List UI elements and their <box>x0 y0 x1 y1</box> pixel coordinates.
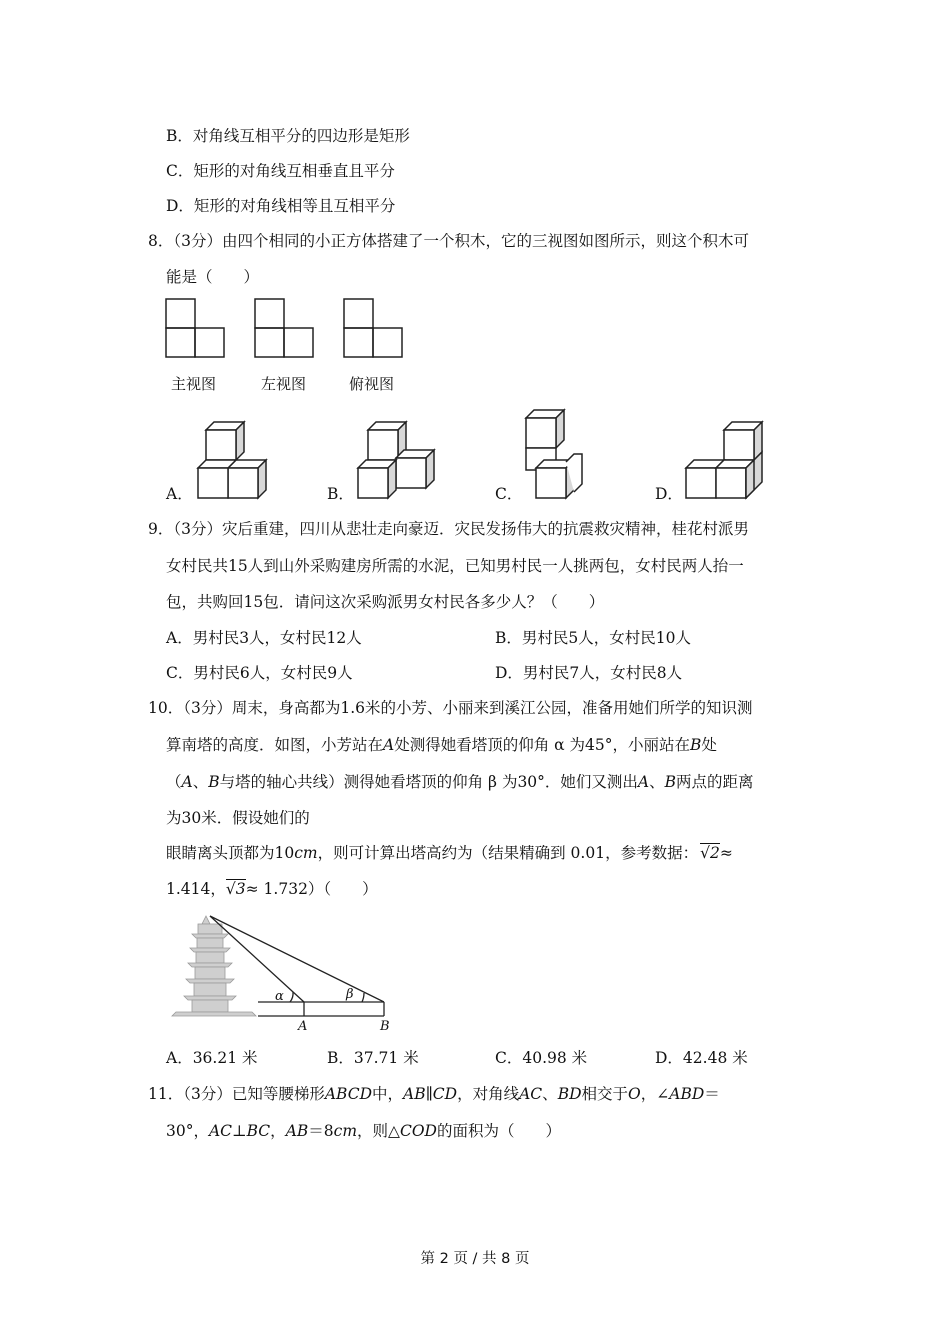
q8-left-view <box>254 298 316 360</box>
q9-option-b: B．男村民5人，女村民10人 <box>495 629 691 647</box>
q8-option-d-figure <box>684 418 768 500</box>
q8-option-b-figure <box>356 418 440 500</box>
q8-option-c-label: C． <box>495 485 523 503</box>
q10-tower-figure <box>166 912 396 1034</box>
q9-option-d: D．男村民7人，女村民8人 <box>495 664 683 682</box>
q8-option-a-figure <box>196 418 272 500</box>
q8-top-view-label: 俯视图 <box>349 375 395 393</box>
q9-stem-line2: 女村民共15人到山外采购建房所需的水泥，已知男村民一人挑两包，女村民两人抬一 <box>166 557 744 575</box>
q8-option-b-label: B． <box>327 485 354 503</box>
page-footer: 第 2 页 / 共 8 页 <box>420 1251 530 1267</box>
q8-front-view-label: 主视图 <box>171 375 217 393</box>
q10-stem-line6: 1.414，√3≈ 1.732）（ ） <box>166 880 378 898</box>
q11-stem-line1: 11．（3分）已知等腰梯形ABCD中，AB∥CD，对角线AC、BD相交于O，∠ABD＝ <box>148 1085 720 1103</box>
q8-front-view <box>165 298 227 360</box>
q8-option-a-label: A． <box>166 485 193 503</box>
q8-option-c-figure <box>524 406 590 500</box>
q7-option-b: B．对角线互相平分的四边形是矩形 <box>166 127 410 145</box>
q8-option-d-label: D． <box>655 485 683 503</box>
q10-stem-line2: 算南塔的高度．如图，小芳站在A处测得她看塔顶的仰角 α 为45°，小丽站在B处 <box>166 736 717 754</box>
q8-top-view <box>343 298 405 360</box>
q10-fig-alpha: α <box>275 989 284 1004</box>
q10-fig-point-a: A <box>298 1019 308 1034</box>
q10-stem-line4: 为30米．假设她们的 <box>166 809 310 827</box>
q8-left-view-label: 左视图 <box>261 375 307 393</box>
q10-option-d: D．42.48 米 <box>655 1049 748 1067</box>
q10-fig-point-b: B <box>380 1019 390 1034</box>
q10-stem-line1: 10．（3分）周末，身高都为1.6米的小芳、小丽来到溪江公园，准备用她们所学的知识测 <box>148 699 753 717</box>
q10-option-a: A．36.21 米 <box>166 1049 258 1067</box>
q10-fig-beta: β <box>346 987 354 1002</box>
q10-option-c: C．40.98 米 <box>495 1049 588 1067</box>
q9-stem-line3: 包，共购回15包．请问这次采购派男女村民各多少人？（ ） <box>166 593 605 611</box>
q8-stem-line2: 能是（ ） <box>166 268 260 286</box>
q10-stem-line5: 眼睛离头顶都为10cm，则可计算出塔高约为（结果精确到 0.01，参考数据： √2≈ <box>166 844 733 862</box>
q10-option-b: B．37.71 米 <box>327 1049 419 1067</box>
q11-stem-line2: 30°，AC⊥BC，AB＝8cm，则△COD的面积为（ ） <box>166 1122 561 1140</box>
q9-stem-line1: 9．（3分）灾后重建，四川从悲壮走向豪迈．灾民发扬伟大的抗震救灾精神，桂花村派男 <box>148 520 749 538</box>
q8-stem-line1: 8．（3分）由四个相同的小正方体搭建了一个积木，它的三视图如图所示，则这个积木可 <box>148 232 749 250</box>
q9-option-c: C．男村民6人，女村民9人 <box>166 664 353 682</box>
q9-option-a: A．男村民3人，女村民12人 <box>166 629 362 647</box>
q7-option-d: D．矩形的对角线相等且互相平分 <box>166 197 396 215</box>
q10-stem-line3: （A、B与塔的轴心共线）测得她看塔顶的仰角 β 为30°．她们又测出A、B两点的距离 <box>166 773 754 791</box>
q7-option-c: C．矩形的对角线互相垂直且平分 <box>166 162 395 180</box>
